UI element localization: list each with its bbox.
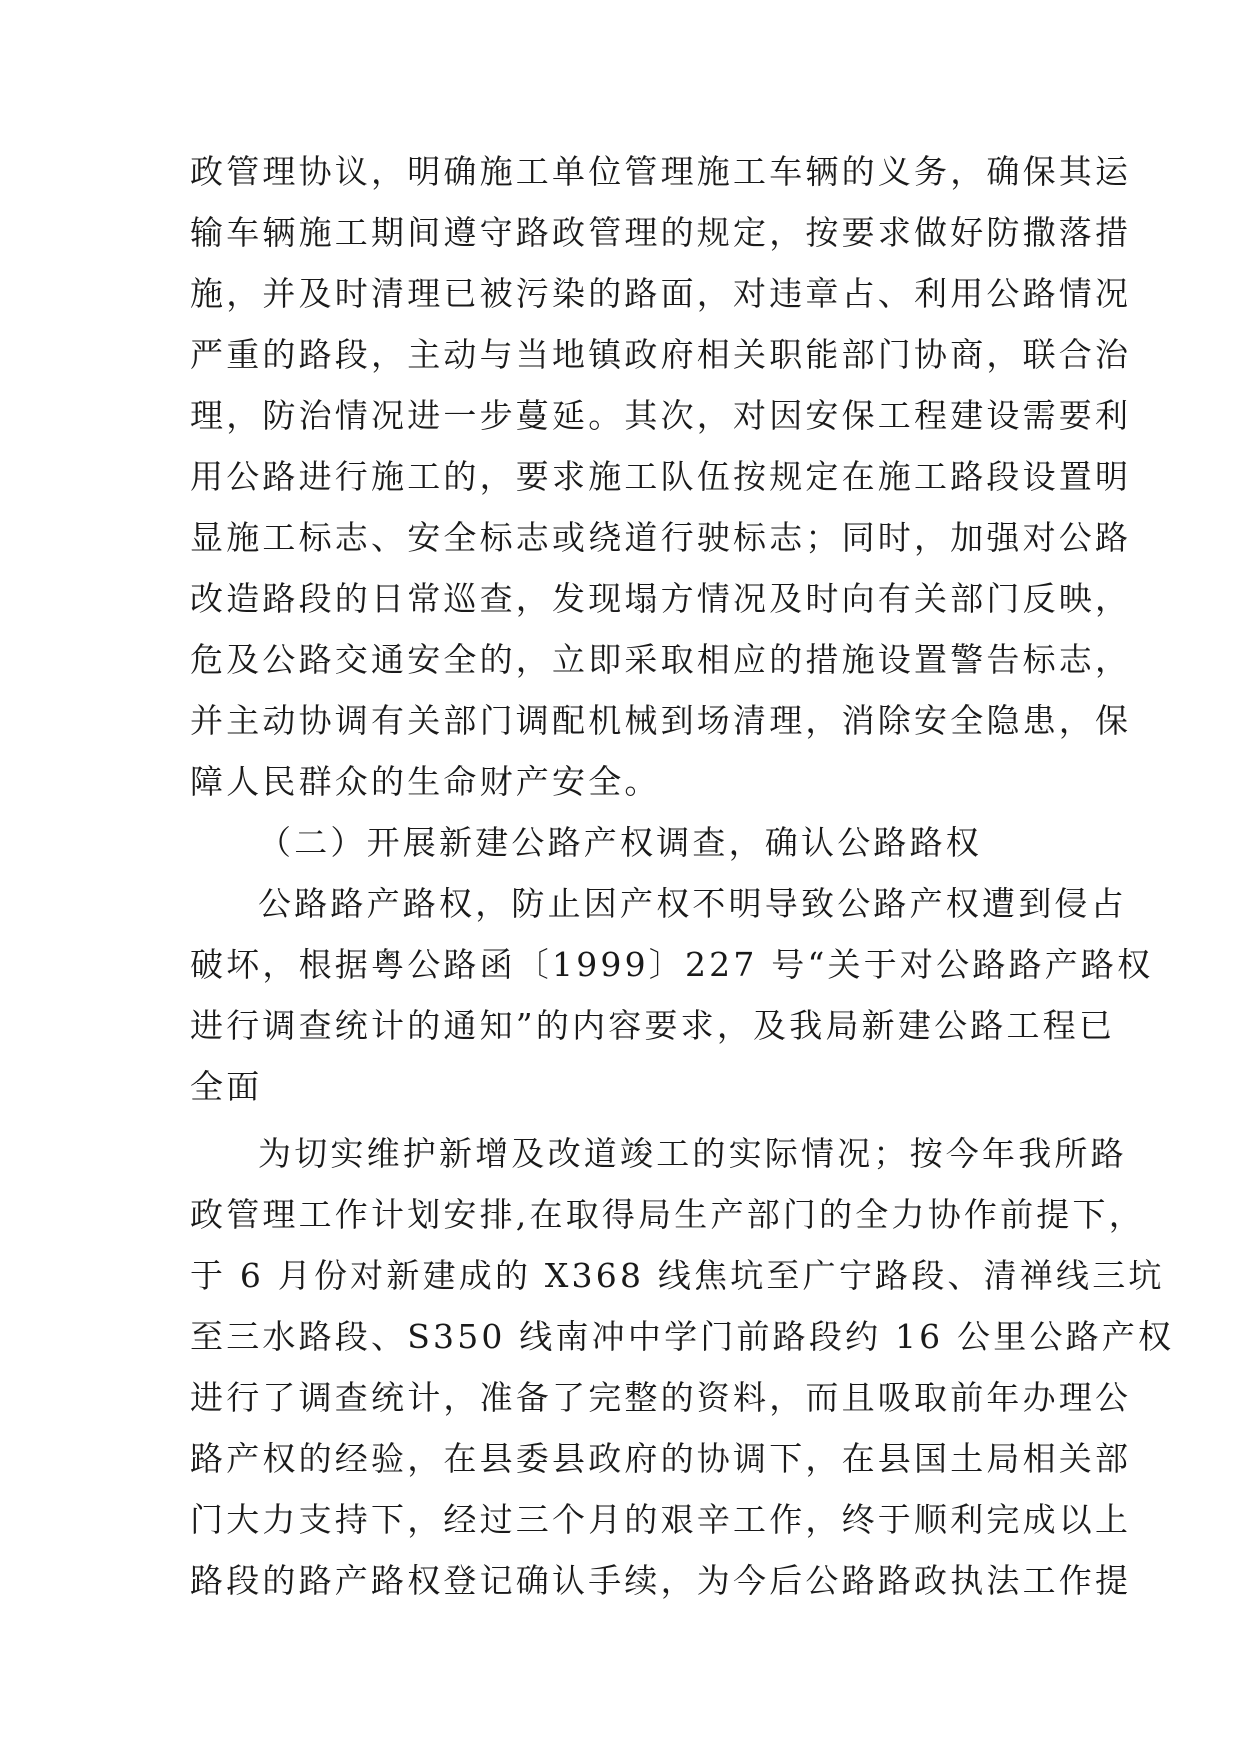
text-line: 政管理协议，明确施工单位管理施工车辆的义务，确保其运 <box>190 152 1132 191</box>
text-line: 障人民群众的生命财产安全。 <box>190 762 661 801</box>
text-line: 政管理工作计划安排,在取得局生产部门的全力协作前提下， <box>190 1195 1145 1234</box>
text-line: 理，防治情况进一步蔓延。其次，对因安保工程建设需要利 <box>190 396 1132 435</box>
text-line: 输车辆施工期间遵守路政管理的规定，按要求做好防撒落措 <box>190 213 1132 252</box>
text-line: 于 6 月份对新建成的 X368 线焦坑至广宁路段、清禅线三坑 <box>190 1256 1165 1295</box>
text-line: 破坏，根据粤公路函〔1999〕227 号“关于对公路路产路权 <box>190 945 1154 984</box>
text-line: 进行调查统计的通知”的内容要求，及我局新建公路工程已 <box>190 1006 1116 1045</box>
text-line: 门大力支持下，经过三个月的艰辛工作，终于顺利完成以上 <box>190 1500 1132 1539</box>
text-line: 公路路产路权，防止因产权不明导致公路产权遭到侵占 <box>258 884 1127 923</box>
text-line: 进行了调查统计，准备了完整的资料，而且吸取前年办理公 <box>190 1378 1132 1417</box>
text-line: 全面 <box>190 1067 263 1106</box>
section-heading: （二）开展新建公路产权调查，确认公路路权 <box>258 823 982 862</box>
text-line: 并主动协调有关部门调配机械到场清理，消除安全隐患，保 <box>190 701 1132 740</box>
text-line: 为切实维护新增及改道竣工的实际情况；按今年我所路 <box>258 1134 1127 1173</box>
text-line: 危及公路交通安全的，立即采取相应的措施设置警告标志， <box>190 640 1132 679</box>
text-line: 用公路进行施工的，要求施工队伍按规定在施工路段设置明 <box>190 457 1132 496</box>
text-line: 显施工标志、安全标志或绕道行驶标志；同时，加强对公路 <box>190 518 1132 557</box>
text-line: 路产权的经验，在县委县政府的协调下，在县国土局相关部 <box>190 1439 1132 1478</box>
text-line: 路段的路产路权登记确认手续，为今后公路路政执法工作提 <box>190 1561 1132 1600</box>
text-line: 至三水路段、S350 线南冲中学门前路段约 16 公里公路产权 <box>190 1317 1175 1356</box>
text-line: 严重的路段，主动与当地镇政府相关职能部门协商，联合治 <box>190 335 1132 374</box>
text-line: 施，并及时清理已被污染的路面，对违章占、利用公路情况 <box>190 274 1132 313</box>
text-line: 改造路段的日常巡查，发现塌方情况及时向有关部门反映， <box>190 579 1132 618</box>
